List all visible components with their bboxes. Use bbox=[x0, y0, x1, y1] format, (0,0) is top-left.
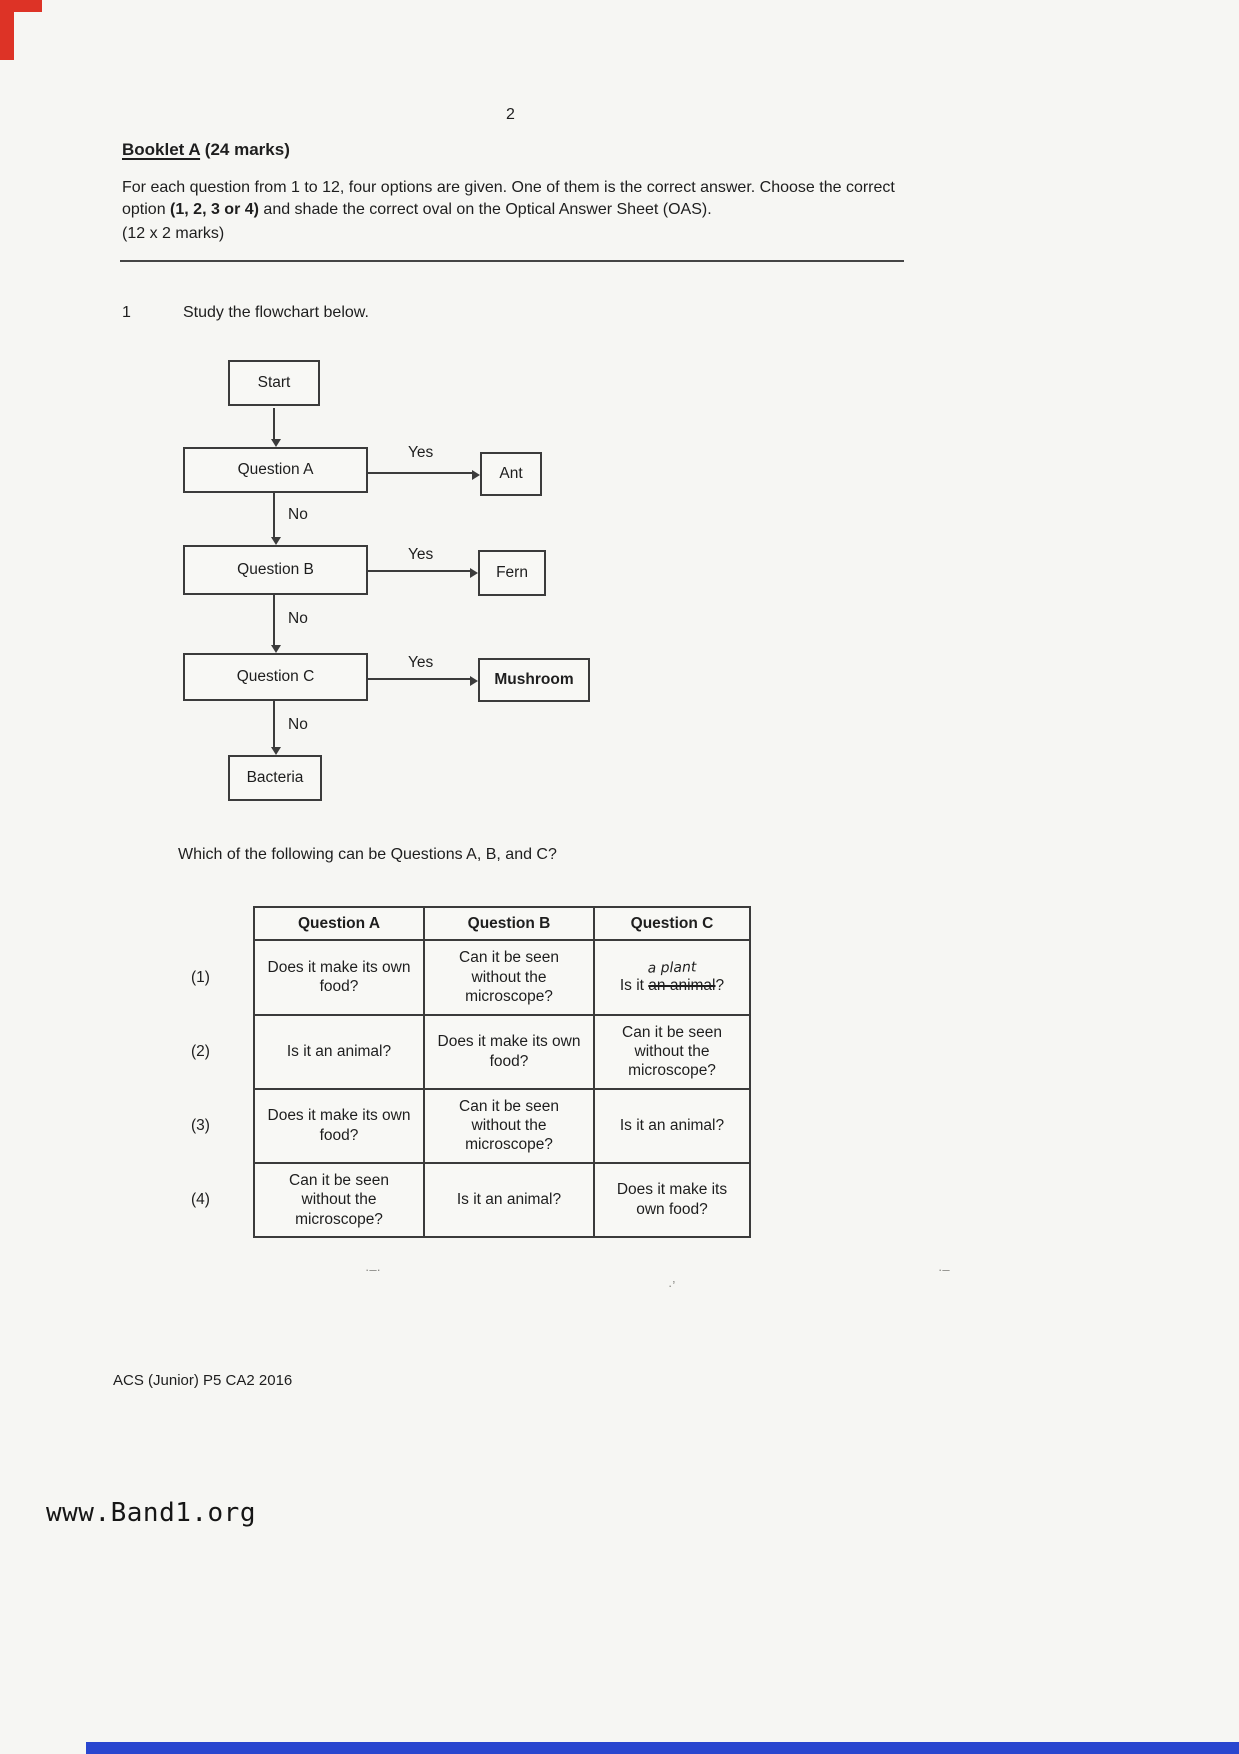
booklet-title-marks: (24 marks) bbox=[200, 140, 290, 159]
instructions-part1: For each question from 1 to 12, four options are given. One of them is the correct answer. Choose the correct option bbox=[122, 179, 895, 219]
no-label-c: No bbox=[288, 716, 308, 733]
yes-label-c: Yes bbox=[408, 654, 434, 671]
scan-artifact: ·–· bbox=[365, 1262, 381, 1277]
col-header-question-a: Question A bbox=[254, 907, 424, 940]
option-row-4 bbox=[182, 1163, 750, 1237]
section-divider-rule bbox=[120, 260, 904, 262]
scan-blue-bottom-bar bbox=[86, 1742, 1239, 1754]
arrow-start-to-question-a bbox=[273, 408, 275, 439]
question-prompt: Study the flowchart below. bbox=[183, 304, 369, 321]
option-3-cell-c: Is it an animal? bbox=[594, 1089, 750, 1163]
flowchart-start-node: Start bbox=[228, 360, 320, 406]
flowchart-ant-node: Ant bbox=[480, 452, 542, 496]
col-header-question-b: Question B bbox=[424, 907, 594, 940]
marks-note: (12 x 2 marks) bbox=[122, 225, 225, 243]
option-3-cell-a: Does it make its own food? bbox=[254, 1089, 424, 1163]
question-number: 1 bbox=[122, 304, 131, 321]
option-row-1 bbox=[182, 940, 750, 1014]
option-3-cell-b: Can it be seen without the microscope? bbox=[424, 1089, 594, 1163]
yes-label-b: Yes bbox=[408, 546, 434, 563]
option-2-label: (2) bbox=[191, 1042, 210, 1060]
instructions-text bbox=[122, 177, 914, 221]
flowchart-bacteria-node: Bacteria bbox=[228, 755, 322, 801]
instructions-part2: and shade the correct oval on the Optical Answer Sheet (OAS). bbox=[258, 201, 712, 219]
option-1-cell-a: Does it make its own food? bbox=[254, 940, 424, 1014]
table-header-row bbox=[182, 907, 750, 940]
arrow-question-a-to-question-b bbox=[273, 493, 275, 537]
option-row-3 bbox=[182, 1089, 750, 1163]
option-1-cell-c-suffix: ? bbox=[715, 977, 725, 994]
option-4-cell-c: Does it make its own food? bbox=[594, 1163, 750, 1237]
flowchart-mushroom-node: Mushroom bbox=[478, 658, 590, 702]
flowchart-question-a-node: Question A bbox=[183, 447, 368, 493]
page-number: 2 bbox=[506, 106, 515, 123]
option-1-cell-b: Can it be seen without the microscope? bbox=[424, 940, 594, 1014]
flowchart-question-b-node: Question B bbox=[183, 545, 368, 595]
instructions-bold-options: (1, 2, 3 or 4) bbox=[170, 201, 259, 219]
booklet-title bbox=[122, 140, 290, 160]
option-1-cell-c bbox=[594, 940, 750, 1014]
scan-red-corner-mark-top bbox=[0, 0, 42, 12]
booklet-title-main: Booklet A bbox=[122, 140, 201, 159]
scan-artifact: ·’ bbox=[668, 1278, 676, 1293]
header-corner-cell bbox=[182, 907, 254, 940]
flowchart-fern-node: Fern bbox=[478, 550, 546, 596]
flowchart bbox=[120, 348, 740, 810]
option-2-cell-a: Is it an animal? bbox=[254, 1015, 424, 1089]
instructions-paragraph bbox=[122, 177, 914, 245]
handwritten-correction: a plant bbox=[647, 958, 697, 977]
option-4-label: (4) bbox=[191, 1191, 210, 1209]
options-table bbox=[182, 906, 751, 1238]
arrow-question-a-to-ant bbox=[368, 472, 472, 474]
no-label-b: No bbox=[288, 610, 308, 627]
arrow-question-b-to-fern bbox=[368, 570, 470, 572]
arrow-question-c-to-mushroom bbox=[368, 678, 470, 680]
flowchart-question-c-node: Question C bbox=[183, 653, 368, 701]
option-4-cell-a: Can it be seen without the microscope? bbox=[254, 1163, 424, 1237]
no-label-a: No bbox=[288, 506, 308, 523]
option-4-cell-b: Is it an animal? bbox=[424, 1163, 594, 1237]
option-3-label: (3) bbox=[191, 1117, 210, 1134]
watermark-url: www.Band1.org bbox=[46, 1498, 256, 1528]
option-1-cell-c-prefix: Is it bbox=[619, 977, 649, 994]
sub-question-prompt: Which of the following can be Questions A, B, and C? bbox=[178, 846, 557, 863]
arrow-question-c-to-bacteria bbox=[273, 701, 275, 747]
option-1-label: (1) bbox=[191, 968, 210, 986]
yes-label-a: Yes bbox=[408, 444, 434, 461]
col-header-question-c: Question C bbox=[594, 907, 750, 940]
arrow-question-b-to-question-c bbox=[273, 595, 275, 645]
option-2-cell-c: Can it be seen without the microscope? bbox=[594, 1015, 750, 1089]
scan-artifact: ·– bbox=[938, 1262, 950, 1277]
option-1-cell-c-struck-text: an animal bbox=[648, 977, 716, 994]
document-footer: ACS (Junior) P5 CA2 2016 bbox=[113, 1372, 293, 1389]
option-row-2 bbox=[182, 1015, 750, 1089]
option-2-cell-b: Does it make its own food? bbox=[424, 1015, 594, 1089]
